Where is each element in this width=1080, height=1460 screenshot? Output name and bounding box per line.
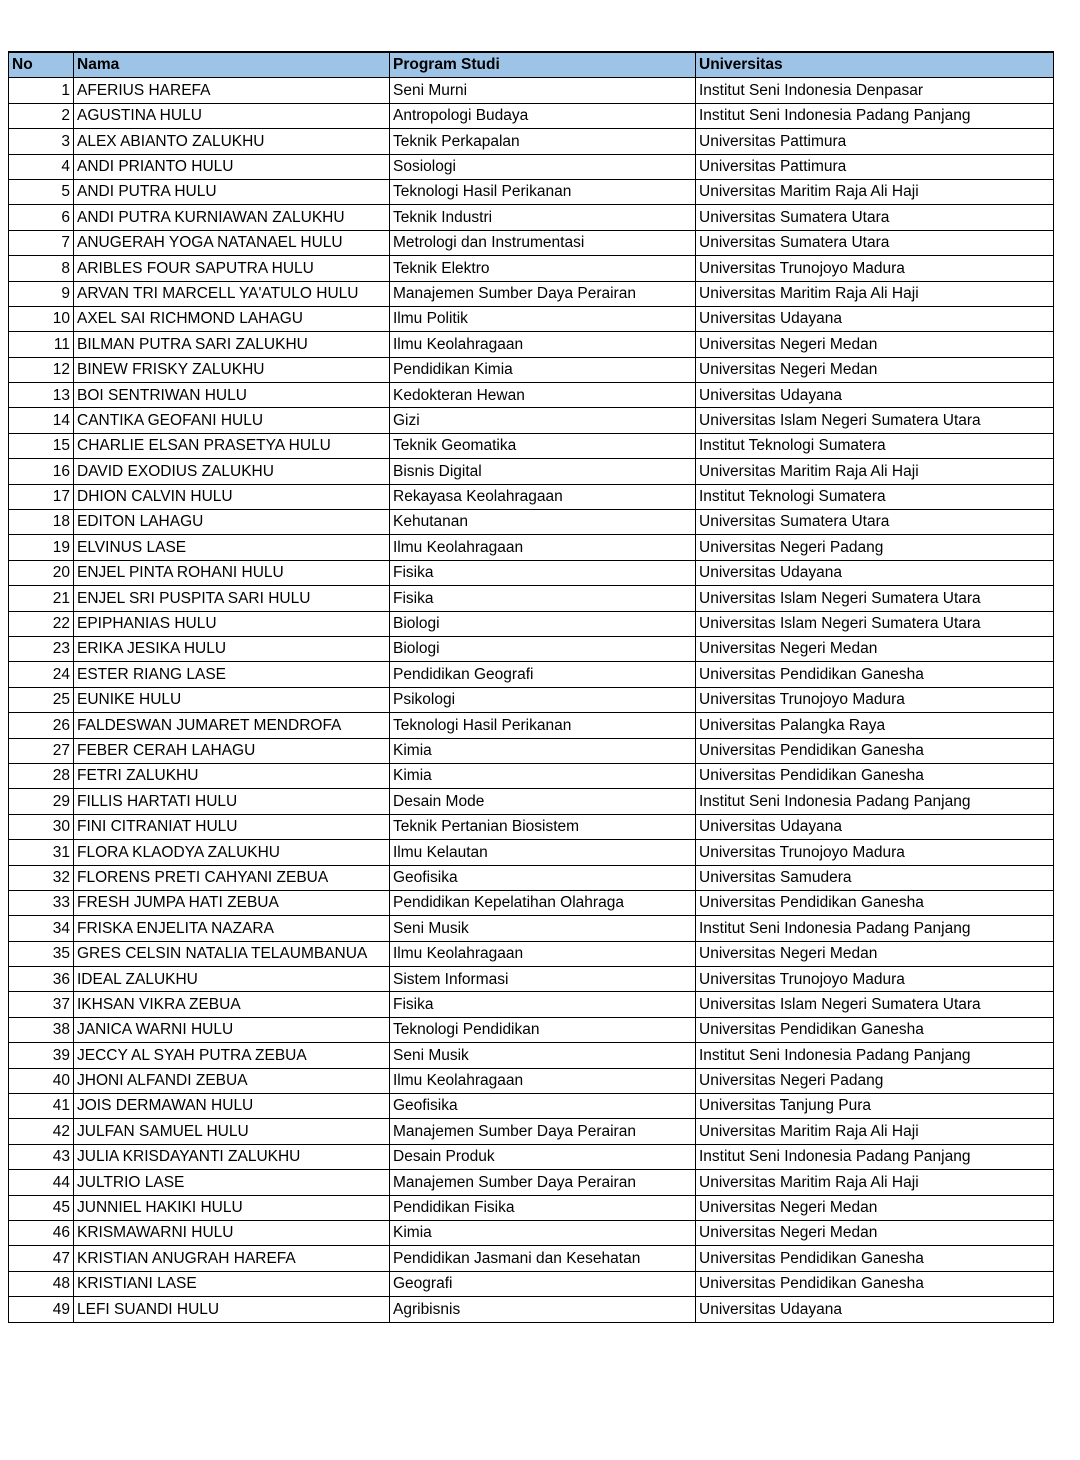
cell-universitas[interactable]: Universitas Udayana: [696, 814, 1054, 839]
cell-no[interactable]: 1: [9, 78, 74, 103]
cell-universitas[interactable]: Universitas Sumatera Utara: [696, 205, 1054, 230]
table-row: [9, 1043, 1054, 1068]
table-row: [9, 560, 1054, 585]
table-header-row: [9, 52, 1054, 78]
table-row: [9, 890, 1054, 915]
cell-program-studi[interactable]: Kimia: [390, 738, 696, 763]
cell-nama[interactable]: ELVINUS LASE: [74, 535, 390, 560]
table-row: [9, 1220, 1054, 1245]
table-row: [9, 1195, 1054, 1220]
cell-universitas[interactable]: Universitas Negeri Medan: [696, 1195, 1054, 1220]
table-row: [9, 1094, 1054, 1119]
cell-universitas[interactable]: Universitas Pendidikan Ganesha: [696, 662, 1054, 687]
table-row: [9, 611, 1054, 636]
cell-no[interactable]: 38: [9, 1017, 74, 1042]
cell-nama[interactable]: FRISKA ENJELITA NAZARA: [74, 916, 390, 941]
cell-universitas[interactable]: Universitas Pattimura: [696, 154, 1054, 179]
cell-program-studi[interactable]: Teknologi Hasil Perikanan: [390, 713, 696, 738]
header-universitas[interactable]: Universitas: [696, 52, 1054, 78]
student-table: [8, 51, 1054, 1323]
table-row: [9, 78, 1054, 103]
cell-universitas[interactable]: Universitas Maritim Raja Ali Haji: [696, 1170, 1054, 1195]
table-row: [9, 306, 1054, 331]
cell-program-studi[interactable]: Pendidikan Geografi: [390, 662, 696, 687]
cell-no[interactable]: 3: [9, 129, 74, 154]
cell-program-studi[interactable]: Geografi: [390, 1271, 696, 1296]
header-nama[interactable]: Nama: [74, 52, 390, 78]
cell-universitas[interactable]: Universitas Negeri Padang: [696, 535, 1054, 560]
table-row: [9, 205, 1054, 230]
cell-nama[interactable]: FETRI ZALUKHU: [74, 763, 390, 788]
table-row: [9, 433, 1054, 458]
table-row: [9, 586, 1054, 611]
cell-no[interactable]: 46: [9, 1220, 74, 1245]
table-row: [9, 1068, 1054, 1093]
cell-program-studi[interactable]: Ilmu Keolahragaan: [390, 535, 696, 560]
cell-program-studi[interactable]: Agribisnis: [390, 1297, 696, 1322]
table-row: [9, 154, 1054, 179]
cell-universitas[interactable]: Universitas Pendidikan Ganesha: [696, 738, 1054, 763]
cell-no[interactable]: 4: [9, 154, 74, 179]
cell-nama[interactable]: JULFAN SAMUEL HULU: [74, 1119, 390, 1144]
cell-no[interactable]: 13: [9, 383, 74, 408]
cell-program-studi[interactable]: Teknik Industri: [390, 205, 696, 230]
cell-universitas[interactable]: Universitas Pendidikan Ganesha: [696, 1017, 1054, 1042]
cell-universitas[interactable]: Universitas Islam Negeri Sumatera Utara: [696, 408, 1054, 433]
table-row: [9, 713, 1054, 738]
cell-universitas[interactable]: Institut Seni Indonesia Padang Panjang: [696, 1043, 1054, 1068]
cell-program-studi[interactable]: Teknik Pertanian Biosistem: [390, 814, 696, 839]
table-row: [9, 332, 1054, 357]
cell-universitas[interactable]: Universitas Negeri Medan: [696, 332, 1054, 357]
cell-no[interactable]: 49: [9, 1297, 74, 1322]
cell-universitas[interactable]: Universitas Tanjung Pura: [696, 1094, 1054, 1119]
table-row: [9, 814, 1054, 839]
cell-program-studi[interactable]: Teknik Elektro: [390, 256, 696, 281]
cell-program-studi[interactable]: Kedokteran Hewan: [390, 383, 696, 408]
cell-program-studi[interactable]: Teknik Perkapalan: [390, 129, 696, 154]
cell-nama[interactable]: ANDI PUTRA KURNIAWAN ZALUKHU: [74, 205, 390, 230]
cell-nama[interactable]: ANUGERAH YOGA NATANAEL HULU: [74, 230, 390, 255]
cell-universitas[interactable]: Universitas Trunojoyo Madura: [696, 256, 1054, 281]
cell-nama[interactable]: EPIPHANIAS HULU: [74, 611, 390, 636]
cell-nama[interactable]: FRESH JUMPA HATI ZEBUA: [74, 890, 390, 915]
cell-program-studi[interactable]: Psikologi: [390, 687, 696, 712]
cell-program-studi[interactable]: Desain Produk: [390, 1144, 696, 1169]
cell-no[interactable]: 17: [9, 484, 74, 509]
table-row: [9, 789, 1054, 814]
table-row: [9, 1144, 1054, 1169]
cell-program-studi[interactable]: Manajemen Sumber Daya Perairan: [390, 1119, 696, 1144]
cell-program-studi[interactable]: Pendidikan Fisika: [390, 1195, 696, 1220]
cell-no[interactable]: 36: [9, 967, 74, 992]
cell-nama[interactable]: IKHSAN VIKRA ZEBUA: [74, 992, 390, 1017]
cell-nama[interactable]: ANDI PUTRA HULU: [74, 179, 390, 204]
cell-program-studi[interactable]: Ilmu Politik: [390, 306, 696, 331]
table-row: [9, 256, 1054, 281]
cell-program-studi[interactable]: Teknik Geomatika: [390, 433, 696, 458]
table-row: [9, 636, 1054, 661]
cell-no[interactable]: 9: [9, 281, 74, 306]
cell-universitas[interactable]: Universitas Palangka Raya: [696, 713, 1054, 738]
table-row: [9, 1271, 1054, 1296]
cell-universitas[interactable]: Universitas Negeri Padang: [696, 1068, 1054, 1093]
cell-program-studi[interactable]: Geofisika: [390, 1094, 696, 1119]
cell-program-studi[interactable]: Biologi: [390, 611, 696, 636]
cell-universitas[interactable]: Universitas Negeri Medan: [696, 1220, 1054, 1245]
cell-program-studi[interactable]: Pendidikan Kepelatihan Olahraga: [390, 890, 696, 915]
table-row: [9, 1119, 1054, 1144]
cell-universitas[interactable]: Universitas Sumatera Utara: [696, 510, 1054, 535]
cell-universitas[interactable]: Universitas Trunojoyo Madura: [696, 840, 1054, 865]
table-row: [9, 459, 1054, 484]
cell-nama[interactable]: CANTIKA GEOFANI HULU: [74, 408, 390, 433]
cell-nama[interactable]: ARVAN TRI MARCELL YA'ATULO HULU: [74, 281, 390, 306]
cell-nama[interactable]: KRISMAWARNI HULU: [74, 1220, 390, 1245]
table-row: [9, 1246, 1054, 1271]
cell-universitas[interactable]: Universitas Pattimura: [696, 129, 1054, 154]
cell-no[interactable]: 18: [9, 510, 74, 535]
cell-program-studi[interactable]: Geofisika: [390, 865, 696, 890]
cell-nama[interactable]: BOI SENTRIWAN HULU: [74, 383, 390, 408]
cell-program-studi[interactable]: Fisika: [390, 586, 696, 611]
cell-universitas[interactable]: Universitas Islam Negeri Sumatera Utara: [696, 586, 1054, 611]
cell-no[interactable]: 44: [9, 1170, 74, 1195]
cell-universitas[interactable]: Institut Seni Indonesia Padang Panjang: [696, 103, 1054, 128]
cell-nama[interactable]: ANDI PRIANTO HULU: [74, 154, 390, 179]
cell-no[interactable]: 11: [9, 332, 74, 357]
cell-no[interactable]: 39: [9, 1043, 74, 1068]
table-row: [9, 941, 1054, 966]
cell-nama[interactable]: AFERIUS HAREFA: [74, 78, 390, 103]
cell-program-studi[interactable]: Kimia: [390, 1220, 696, 1245]
cell-program-studi[interactable]: Desain Mode: [390, 789, 696, 814]
cell-no[interactable]: 16: [9, 459, 74, 484]
cell-no[interactable]: 45: [9, 1195, 74, 1220]
cell-nama[interactable]: ALEX ABIANTO ZALUKHU: [74, 129, 390, 154]
cell-nama[interactable]: FALDESWAN JUMARET MENDROFA: [74, 713, 390, 738]
cell-no[interactable]: 7: [9, 230, 74, 255]
cell-no[interactable]: 28: [9, 763, 74, 788]
cell-program-studi[interactable]: Seni Murni: [390, 78, 696, 103]
cell-program-studi[interactable]: Kimia: [390, 763, 696, 788]
cell-nama[interactable]: DAVID EXODIUS ZALUKHU: [74, 459, 390, 484]
cell-universitas[interactable]: Universitas Maritim Raja Ali Haji: [696, 281, 1054, 306]
cell-nama[interactable]: ARIBLES FOUR SAPUTRA HULU: [74, 256, 390, 281]
cell-universitas[interactable]: Institut Seni Indonesia Denpasar: [696, 78, 1054, 103]
cell-nama[interactable]: ENJEL PINTA ROHANI HULU: [74, 560, 390, 585]
table-row: [9, 408, 1054, 433]
cell-universitas[interactable]: Universitas Maritim Raja Ali Haji: [696, 1119, 1054, 1144]
cell-no[interactable]: 10: [9, 306, 74, 331]
cell-program-studi[interactable]: Teknologi Hasil Perikanan: [390, 179, 696, 204]
cell-nama[interactable]: GRES CELSIN NATALIA TELAUMBANUA: [74, 941, 390, 966]
cell-program-studi[interactable]: Ilmu Keolahragaan: [390, 1068, 696, 1093]
table-row: [9, 763, 1054, 788]
cell-program-studi[interactable]: Manajemen Sumber Daya Perairan: [390, 281, 696, 306]
cell-universitas[interactable]: Universitas Pendidikan Ganesha: [696, 1271, 1054, 1296]
table-row: [9, 510, 1054, 535]
cell-nama[interactable]: IDEAL ZALUKHU: [74, 967, 390, 992]
cell-no[interactable]: 47: [9, 1246, 74, 1271]
spreadsheet-sheet: [8, 51, 1053, 1323]
cell-nama[interactable]: JECCY AL SYAH PUTRA ZEBUA: [74, 1043, 390, 1068]
cell-program-studi[interactable]: Fisika: [390, 560, 696, 585]
cell-universitas[interactable]: Universitas Samudera: [696, 865, 1054, 890]
cell-no[interactable]: 26: [9, 713, 74, 738]
cell-universitas[interactable]: Universitas Udayana: [696, 1297, 1054, 1322]
cell-no[interactable]: 37: [9, 992, 74, 1017]
cell-no[interactable]: 30: [9, 814, 74, 839]
cell-program-studi[interactable]: Sosiologi: [390, 154, 696, 179]
cell-universitas[interactable]: Institut Seni Indonesia Padang Panjang: [696, 1144, 1054, 1169]
cell-nama[interactable]: EUNIKE HULU: [74, 687, 390, 712]
cell-program-studi[interactable]: Rekayasa Keolahragaan: [390, 484, 696, 509]
cell-nama[interactable]: LEFI SUANDI HULU: [74, 1297, 390, 1322]
cell-program-studi[interactable]: Gizi: [390, 408, 696, 433]
cell-universitas[interactable]: Universitas Maritim Raja Ali Haji: [696, 179, 1054, 204]
cell-nama[interactable]: CHARLIE ELSAN PRASETYA HULU: [74, 433, 390, 458]
cell-program-studi[interactable]: Ilmu Kelautan: [390, 840, 696, 865]
cell-nama[interactable]: EDITON LAHAGU: [74, 510, 390, 535]
cell-no[interactable]: 48: [9, 1271, 74, 1296]
cell-universitas[interactable]: Institut Teknologi Sumatera: [696, 433, 1054, 458]
cell-program-studi[interactable]: Kehutanan: [390, 510, 696, 535]
cell-program-studi[interactable]: Bisnis Digital: [390, 459, 696, 484]
cell-no[interactable]: 41: [9, 1094, 74, 1119]
cell-nama[interactable]: ERIKA JESIKA HULU: [74, 636, 390, 661]
cell-universitas[interactable]: Universitas Pendidikan Ganesha: [696, 890, 1054, 915]
cell-program-studi[interactable]: Antropologi Budaya: [390, 103, 696, 128]
cell-no[interactable]: 29: [9, 789, 74, 814]
cell-nama[interactable]: KRISTIAN ANUGRAH HAREFA: [74, 1246, 390, 1271]
cell-nama[interactable]: DHION CALVIN HULU: [74, 484, 390, 509]
table-row: [9, 738, 1054, 763]
cell-no[interactable]: 6: [9, 205, 74, 230]
table-row: [9, 967, 1054, 992]
cell-nama[interactable]: AXEL SAI RICHMOND LAHAGU: [74, 306, 390, 331]
cell-universitas[interactable]: Institut Seni Indonesia Padang Panjang: [696, 916, 1054, 941]
table-row: [9, 1170, 1054, 1195]
cell-program-studi[interactable]: Ilmu Keolahragaan: [390, 941, 696, 966]
cell-nama[interactable]: FEBER CERAH LAHAGU: [74, 738, 390, 763]
cell-universitas[interactable]: Institut Seni Indonesia Padang Panjang: [696, 789, 1054, 814]
cell-universitas[interactable]: Universitas Udayana: [696, 383, 1054, 408]
table-row: [9, 1297, 1054, 1322]
cell-universitas[interactable]: Universitas Islam Negeri Sumatera Utara: [696, 611, 1054, 636]
table-row: [9, 535, 1054, 560]
cell-program-studi[interactable]: Manajemen Sumber Daya Perairan: [390, 1170, 696, 1195]
cell-no[interactable]: 8: [9, 256, 74, 281]
cell-universitas[interactable]: Universitas Negeri Medan: [696, 636, 1054, 661]
cell-no[interactable]: 34: [9, 916, 74, 941]
cell-program-studi[interactable]: Pendidikan Jasmani dan Kesehatan: [390, 1246, 696, 1271]
cell-no[interactable]: 31: [9, 840, 74, 865]
cell-no[interactable]: 14: [9, 408, 74, 433]
cell-nama[interactable]: BINEW FRISKY ZALUKHU: [74, 357, 390, 382]
cell-universitas[interactable]: Universitas Trunojoyo Madura: [696, 967, 1054, 992]
cell-nama[interactable]: FLORA KLAODYA ZALUKHU: [74, 840, 390, 865]
cell-nama[interactable]: BILMAN PUTRA SARI ZALUKHU: [74, 332, 390, 357]
cell-universitas[interactable]: Universitas Islam Negeri Sumatera Utara: [696, 992, 1054, 1017]
cell-no[interactable]: 42: [9, 1119, 74, 1144]
cell-nama[interactable]: ESTER RIANG LASE: [74, 662, 390, 687]
table-row: [9, 865, 1054, 890]
cell-no[interactable]: 2: [9, 103, 74, 128]
cell-program-studi[interactable]: Biologi: [390, 636, 696, 661]
cell-universitas[interactable]: Universitas Maritim Raja Ali Haji: [696, 459, 1054, 484]
cell-program-studi[interactable]: Ilmu Keolahragaan: [390, 332, 696, 357]
cell-universitas[interactable]: Universitas Trunojoyo Madura: [696, 687, 1054, 712]
cell-nama[interactable]: ENJEL SRI PUSPITA SARI HULU: [74, 586, 390, 611]
table-row: [9, 662, 1054, 687]
cell-no[interactable]: 43: [9, 1144, 74, 1169]
header-program-studi[interactable]: Program Studi: [390, 52, 696, 78]
cell-nama[interactable]: FILLIS HARTATI HULU: [74, 789, 390, 814]
cell-no[interactable]: 24: [9, 662, 74, 687]
cell-no[interactable]: 20: [9, 560, 74, 585]
cell-nama[interactable]: AGUSTINA HULU: [74, 103, 390, 128]
cell-universitas[interactable]: Universitas Udayana: [696, 306, 1054, 331]
table-row: [9, 992, 1054, 1017]
cell-no[interactable]: 5: [9, 179, 74, 204]
cell-universitas[interactable]: Universitas Negeri Medan: [696, 357, 1054, 382]
table-row: [9, 916, 1054, 941]
cell-no[interactable]: 40: [9, 1068, 74, 1093]
cell-universitas[interactable]: Institut Teknologi Sumatera: [696, 484, 1054, 509]
table-row: [9, 383, 1054, 408]
cell-nama[interactable]: JULTRIO LASE: [74, 1170, 390, 1195]
cell-no[interactable]: 35: [9, 941, 74, 966]
cell-nama[interactable]: JULIA KRISDAYANTI ZALUKHU: [74, 1144, 390, 1169]
cell-universitas[interactable]: Universitas Sumatera Utara: [696, 230, 1054, 255]
cell-nama[interactable]: FLORENS PRETI CAHYANI ZEBUA: [74, 865, 390, 890]
cell-universitas[interactable]: Universitas Pendidikan Ganesha: [696, 1246, 1054, 1271]
cell-nama[interactable]: JUNNIEL HAKIKI HULU: [74, 1195, 390, 1220]
cell-no[interactable]: 21: [9, 586, 74, 611]
cell-program-studi[interactable]: Seni Musik: [390, 1043, 696, 1068]
cell-nama[interactable]: JHONI ALFANDI ZEBUA: [74, 1068, 390, 1093]
cell-no[interactable]: 25: [9, 687, 74, 712]
header-no[interactable]: No: [9, 52, 74, 78]
table-row: [9, 230, 1054, 255]
cell-no[interactable]: 33: [9, 890, 74, 915]
table-row: [9, 103, 1054, 128]
cell-program-studi[interactable]: Metrologi dan Instrumentasi: [390, 230, 696, 255]
cell-no[interactable]: 12: [9, 357, 74, 382]
cell-universitas[interactable]: Universitas Udayana: [696, 560, 1054, 585]
cell-program-studi[interactable]: Seni Musik: [390, 916, 696, 941]
cell-no[interactable]: 22: [9, 611, 74, 636]
table-row: [9, 484, 1054, 509]
cell-no[interactable]: 15: [9, 433, 74, 458]
cell-nama[interactable]: JANICA WARNI HULU: [74, 1017, 390, 1042]
cell-nama[interactable]: KRISTIANI LASE: [74, 1271, 390, 1296]
table-row: [9, 840, 1054, 865]
table-row: [9, 1017, 1054, 1042]
cell-no[interactable]: 19: [9, 535, 74, 560]
cell-no[interactable]: 23: [9, 636, 74, 661]
cell-program-studi[interactable]: Fisika: [390, 992, 696, 1017]
cell-program-studi[interactable]: Pendidikan Kimia: [390, 357, 696, 382]
cell-program-studi[interactable]: Sistem Informasi: [390, 967, 696, 992]
cell-nama[interactable]: FINI CITRANIAT HULU: [74, 814, 390, 839]
table-row: [9, 357, 1054, 382]
cell-universitas[interactable]: Universitas Negeri Medan: [696, 941, 1054, 966]
cell-no[interactable]: 27: [9, 738, 74, 763]
table-row: [9, 129, 1054, 154]
table-row: [9, 281, 1054, 306]
table-row: [9, 687, 1054, 712]
cell-nama[interactable]: JOIS DERMAWAN HULU: [74, 1094, 390, 1119]
cell-no[interactable]: 32: [9, 865, 74, 890]
table-row: [9, 179, 1054, 204]
cell-program-studi[interactable]: Teknologi Pendidikan: [390, 1017, 696, 1042]
cell-universitas[interactable]: Universitas Pendidikan Ganesha: [696, 763, 1054, 788]
table-body: [9, 78, 1054, 1322]
